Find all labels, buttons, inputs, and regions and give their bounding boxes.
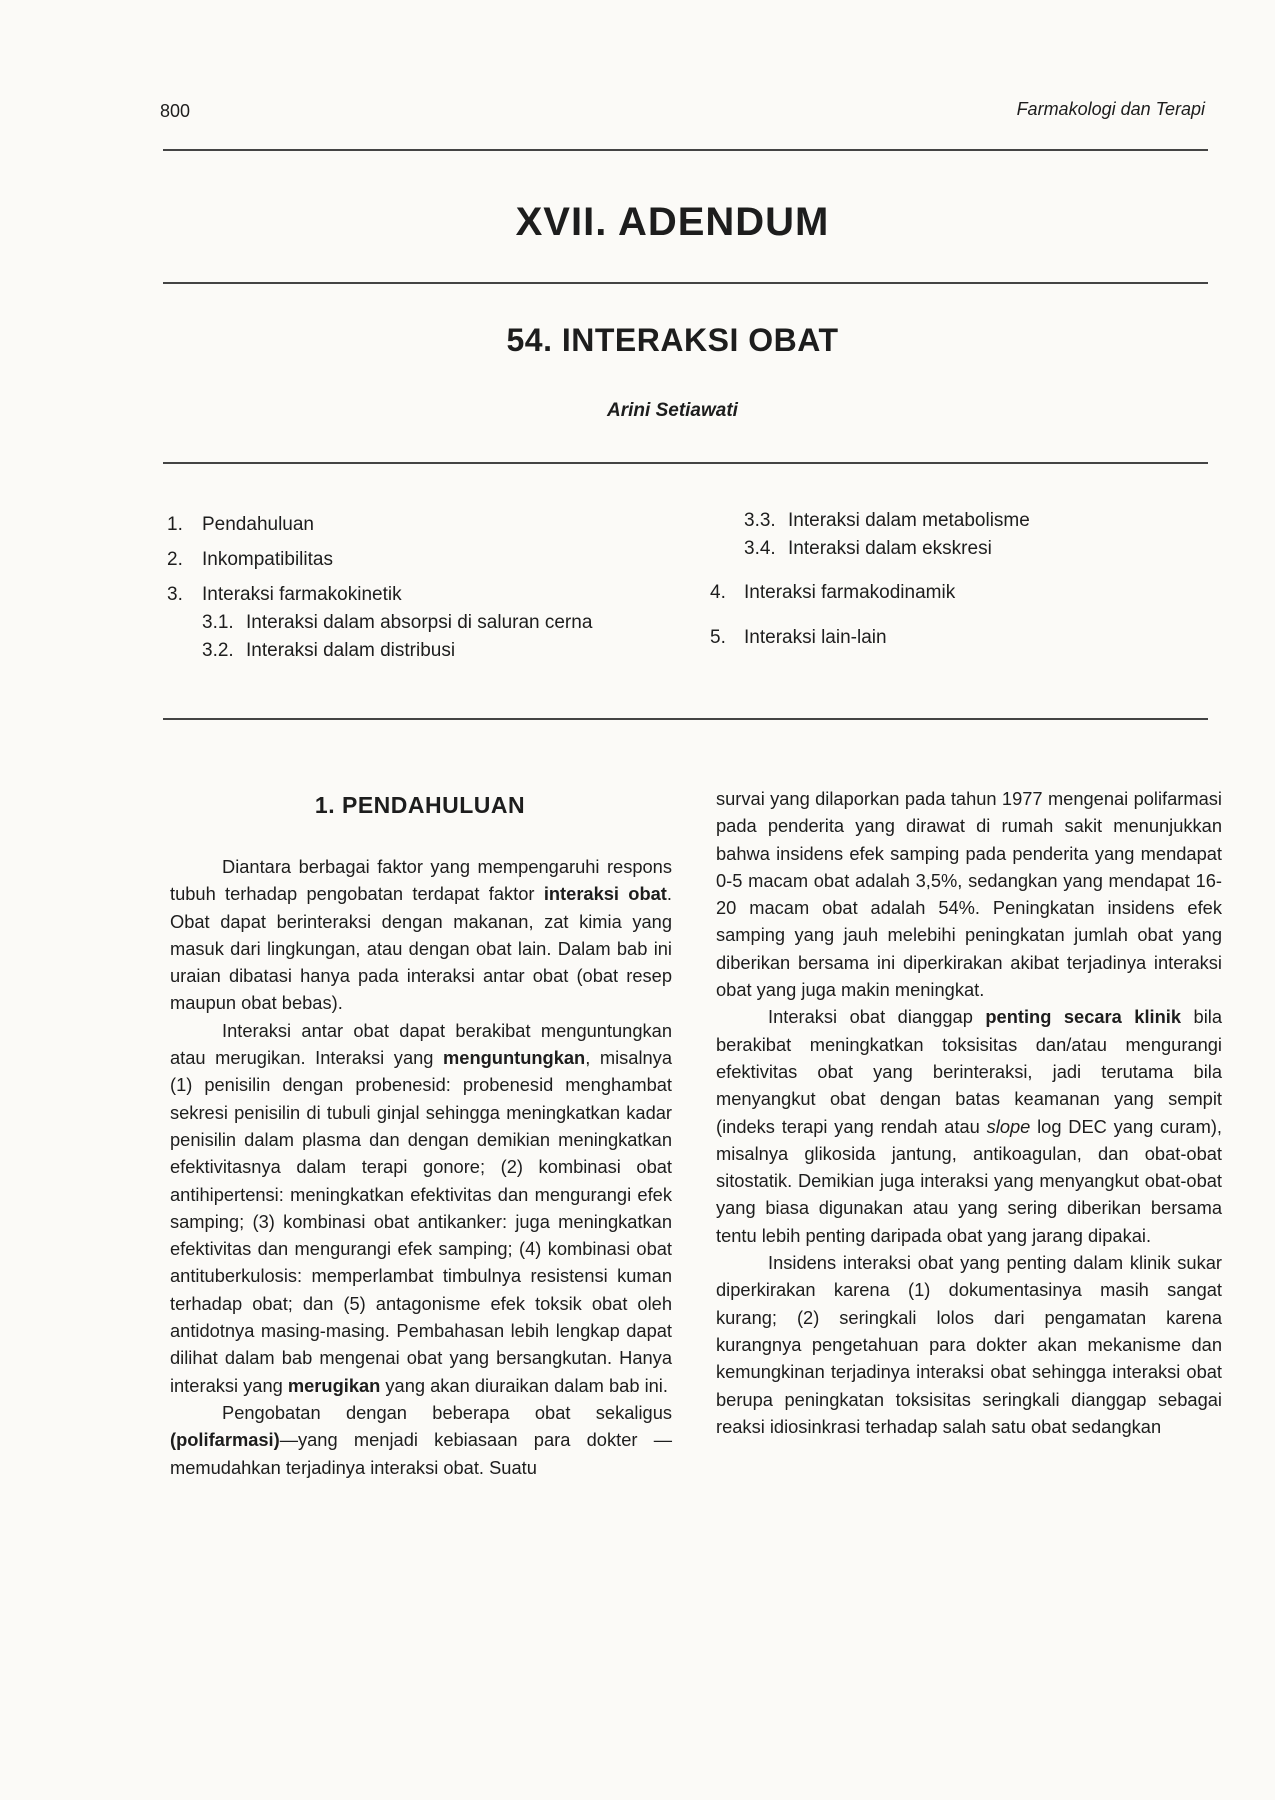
page-number: 800	[160, 101, 191, 121]
part-title: XVII. ADENDUM	[515, 200, 830, 244]
paragraph: Interaksi obat dianggap penting secara klinik bila berakibat meningkatkan toksisitas dan/atau mengurangi efektivitas obat yang berinteraksi, jadi terutama bila menyangkut obat dengan batas keamanan yang sempit (indeks terapi yang rendah atau slope log DEC yang curam), misalnya glikosida jantung, antikoagulan, dan obat-obat sitostatik. Demikian juga interaksi yang menyangkut obat-obat yang biasa digunakan atau yang sering diberikan bersama tentu lebih penting daripada obat yang jarang dipakai.	[716, 1006, 1222, 1246]
paragraph: Interaksi antar obat dapat berakibat menguntungkan atau merugikan. Interaksi yang menguntungkan, misalnya (1) penisilin dengan probenesid: probenesid menghambat sekresi penisilin di tubuli ginjal sehingga meningkatkan kadar penisilin dalam plasma dan dengan demikian meningkatkan efektivitasnya dalam terapi gonore; (2) kombinasi obat antihipertensi: meningkatkan efektivitas dan mengurangi efek samping; (3) kombinasi obat antikanker: juga meningkatkan efektivitas dan mengurangi efek samping; (4) kombinasi obat antituberkulosis: memperlambat timbulnya resistensi kuman terhadap obat; dan (5) antagonisme efek toksik obat oleh antidotnya masing-masing. Pembahasan lebih lengkap dapat dilihat dalam bab mengenai obat yang bersangkutan. Hanya interaksi yang merugikan yang akan diuraikan dalam bab ini.	[170, 1019, 672, 1396]
paragraph: survai yang dilaporkan pada tahun 1977 mengenai polifarmasi pada penderita yang dirawat di rumah sakit menunjukkan bahwa insidens efek samping pada penderita yang mendapat 0-5 macam obat adalah 3,5%, sedangkan yang mendapat 16- 20 macam obat adalah 54%. Peningkatan insidens efek samping yang jauh melebihi peningkatan jumlah obat yang diberikan bersama ini diperkirakan akibat terjadinya interaksi obat yang juga makin meningkat.	[716, 788, 1222, 1001]
section-heading: 1. PENDAHULUAN	[314, 792, 526, 818]
divider	[163, 718, 1208, 720]
right-column	[716, 785, 1222, 1440]
paragraph: Pengobatan dengan beberapa obat sekaligus (polifarmasi)—yang menjadi kebiasaan para dokter — memudahkan terjadinya interaksi obat. Suatu	[170, 1401, 672, 1478]
divider	[163, 462, 1208, 464]
paragraph: Diantara berbagai faktor yang mempengaruhi respons tubuh terhadap pengobatan terdapat faktor interaksi obat. Obat dapat berinteraksi dengan makanan, zat kimia yang masuk dari lingkungan, atau dengan obat lain. Dalam bab ini uraian dibatasi hanya pada interaksi antar obat (obat resep maupun obat bebas).	[170, 856, 672, 1014]
left-column	[170, 853, 672, 1481]
divider	[163, 149, 1208, 151]
divider	[163, 282, 1208, 284]
paragraph: Insidens interaksi obat yang penting dalam klinik sukar diperkirakan karena (1) dokumentasinya masih sangat kurang; (2) seringkali lolos dari pengamatan karena kurangnya pengetahuan para dokter akan mekanisme dan kemungkinan terjadinya interaksi obat sehingga interaksi obat berupa peningkatan toksisitas seringkali dianggap sebagai reaksi idiosinkrasi terhadap salah satu obat sedangkan	[716, 1252, 1222, 1437]
author: Arini Setiawati	[607, 400, 738, 421]
chapter-title: 54. INTERAKSI OBAT	[506, 322, 839, 358]
running-title: Farmakologi dan Terapi	[1016, 99, 1205, 119]
